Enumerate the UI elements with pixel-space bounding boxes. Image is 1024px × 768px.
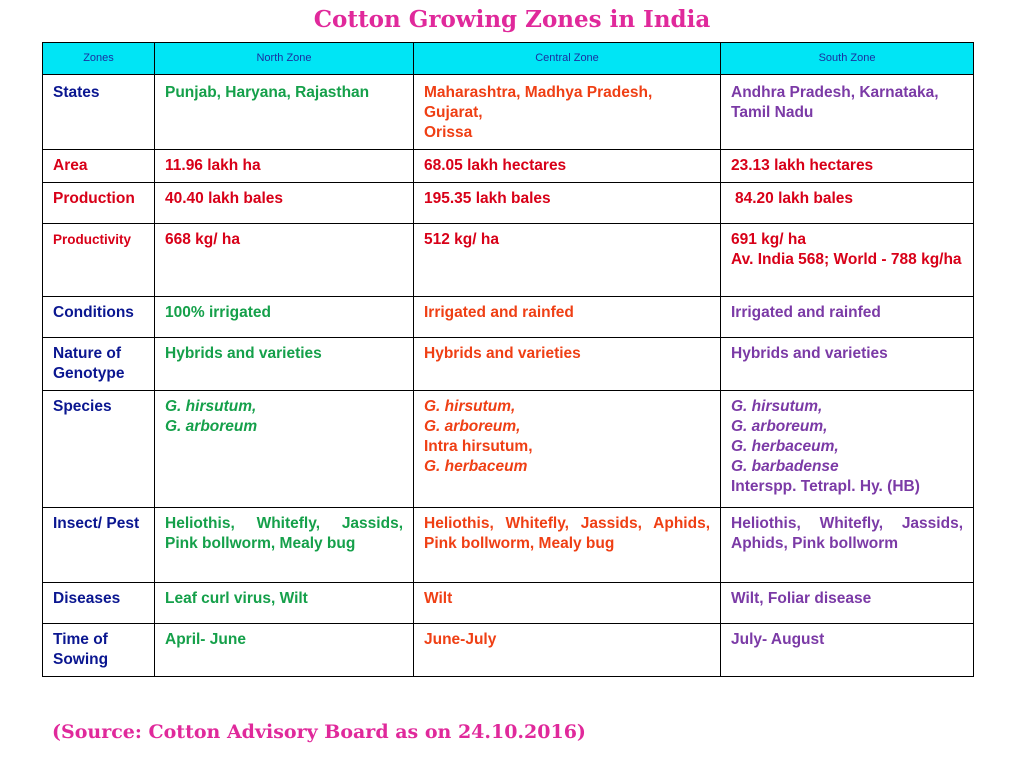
central-productivity: 512 kg/ ha [414,224,721,297]
central-states [414,75,721,150]
species-item: G. arboreum, [731,418,828,435]
central-area: 68.05 lakh hectares [414,150,721,183]
central-diseases: Wilt [414,583,721,624]
table-row-diseases [43,583,974,624]
row-label-conditions: Conditions [43,297,155,338]
north-area: 11.96 lakh ha [155,150,414,183]
south-conditions: Irrigated and rainfed [721,297,974,338]
central-species [414,391,721,508]
row-label-diseases: Diseases [43,583,155,624]
row-label-insect-pest: Insect/ Pest [43,508,155,583]
south-production: 84.20 lakh bales [721,183,974,224]
table-row-productivity [43,224,974,297]
header-zones: Zones [43,43,155,75]
species-item: G. herbaceum, [731,438,839,455]
cotton-zones-table [42,42,974,677]
south-genotype: Hybrids and varieties [721,338,974,391]
south-productivity-line: 691 kg/ ha [731,231,806,248]
page-title: Cotton Growing Zones in India [313,6,711,33]
north-production: 40.40 lakh bales [155,183,414,224]
row-label-genotype: Nature of Genotype [43,338,155,391]
species-item: G. hirsutum, [165,398,257,415]
central-states-line: Gujarat, [424,104,483,121]
row-label-area: Area [43,150,155,183]
table-header-row [43,43,974,75]
north-conditions: 100% irrigated [155,297,414,338]
table-row-area [43,150,974,183]
south-insect-pest: Heliothis, Whitefly, Jassids, Aphids, Pink bollworm [721,508,974,583]
table-row-states [43,75,974,150]
row-label-sowing: Time of Sowing [43,624,155,677]
central-production: 195.35 lakh bales [414,183,721,224]
north-genotype: Hybrids and varieties [155,338,414,391]
species-item: G. herbaceum [424,458,528,475]
north-sowing: April- June [155,624,414,677]
species-item: G. arboreum, [424,418,521,435]
central-conditions: Irrigated and rainfed [414,297,721,338]
central-states-line: Maharashtra, Madhya Pradesh, [424,84,653,101]
central-sowing: June-July [414,624,721,677]
south-species [721,391,974,508]
species-item: G. barbadense [731,458,839,475]
north-productivity: 668 kg/ ha [155,224,414,297]
header-north-zone: North Zone [155,43,414,75]
table-row-genotype [43,338,974,391]
north-states: Punjab, Haryana, Rajasthan [155,75,414,150]
table-row-conditions [43,297,974,338]
table-row-sowing [43,624,974,677]
north-species [155,391,414,508]
source-note: (Source: Cotton Advisory Board as on 24.10.2016) [52,721,586,743]
south-states: Andhra Pradesh, Karnataka, Tamil Nadu [721,75,974,150]
species-item: G. hirsutum, [731,398,823,415]
central-genotype: Hybrids and varieties [414,338,721,391]
central-states-line: Orissa [424,124,473,141]
central-insect-pest: Heliothis, Whitefly, Jassids, Aphids, Pink bollworm, Mealy bug [414,508,721,583]
row-label-production: Production [43,183,155,224]
header-central-zone: Central Zone [414,43,721,75]
species-item: Intra hirsutum, [424,438,533,455]
species-item: G. hirsutum, [424,398,516,415]
species-item: Interspp. Tetrapl. Hy. (HB) [731,478,920,495]
south-productivity [721,224,974,297]
south-diseases: Wilt, Foliar disease [721,583,974,624]
header-south-zone: South Zone [721,43,974,75]
row-label-states: States [43,75,155,150]
table-row-production [43,183,974,224]
row-label-productivity: Productivity [43,224,155,297]
table-row-species [43,391,974,508]
table-row-insect-pest [43,508,974,583]
south-area: 23.13 lakh hectares [721,150,974,183]
south-productivity-line: Av. India 568; World - 788 kg/ha [731,251,962,268]
north-diseases: Leaf curl virus, Wilt [155,583,414,624]
north-insect-pest: Heliothis, Whitefly, Jassids, Pink bollworm, Mealy bug [155,508,414,583]
south-sowing: July- August [721,624,974,677]
species-item: G. arboreum [165,418,258,435]
row-label-species: Species [43,391,155,508]
